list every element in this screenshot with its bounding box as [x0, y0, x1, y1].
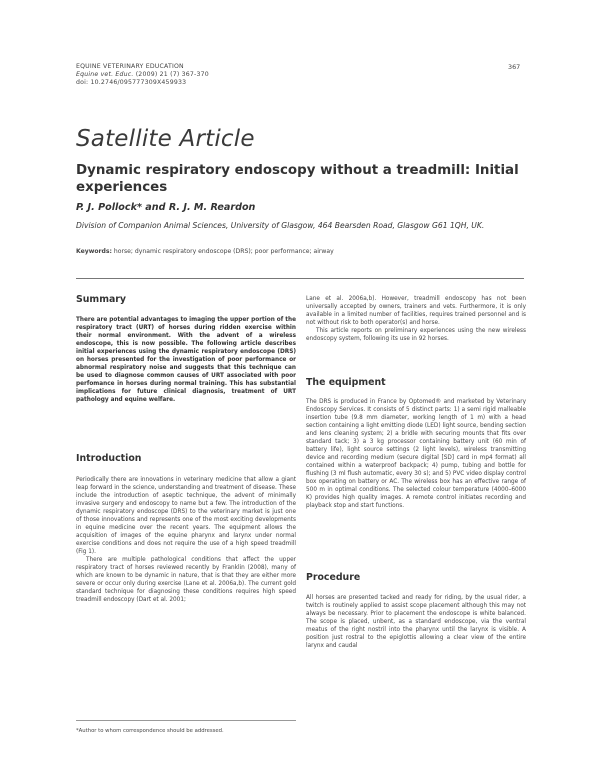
article-title: Dynamic respiratory endoscopy without a treadmill: Initial experiences: [76, 163, 519, 195]
summary-heading: Summary: [76, 294, 127, 305]
journal-abbrev: Equine vet. Educ.: [76, 71, 134, 78]
journal-citation: [76, 71, 209, 79]
footnote-divider: [76, 720, 296, 721]
introduction-paragraph-2: There are multiple pathological conditions that affect the upper respiratory tract of horses reviewed recently by Franklin (2008), many of which are known to be dynamic in nature, that is that they are either more severe or occur only during exercise (Lane et al. 2006a,b). The current gold standard technique for diagnosing these conditions requires high speed treadmill endoscopy (Dart et al. 2001;: [76, 557, 296, 603]
equipment-text: The DRS is produced in France by Optomed® and marketed by Veterinary Endoscopy Services. It consists of 5 distinct parts: 1) a semi rigid malleable insertion tube (9.8 mm diameter, working length of 1 m) with a head section containing a light emitting diode (LED) light source, bending section and lens cleaning system; 2) a bridle with securing mounts that fits over standard tack; 3) a 3 kg processor containing battery unit (60 min of battery life), light source settings (2 light levels), wireless transmitting device and recording medium (secure digital [SD] card in mp4 format) all contained within a waterproof backpack; 4) pump, tubing and bottle for flushing (3 ml flush automatic, every 30 s); and 5) PVC video display control box operating on battery or AC. The wireless box has an effective range of 500 m in optimal conditions. The selected colour temperature (4000–6000 K) provides high quality images. A remote control initiates recording and playback stop and start functions.: [306, 399, 526, 509]
journal-volume: (2009) 21 (7) 367-370: [133, 71, 209, 78]
procedure-body: [306, 594, 526, 650]
equipment-body: [306, 398, 526, 510]
footnote: *Author to whom correspondence should be addressed.: [76, 728, 224, 734]
procedure-text: All horses are presented tacked and ready for riding, by the usual rider, a twitch is routinely applied to assist scope placement although this may not always be necessary. Prior to placement the endoscope is white balanced. The scope is placed, unbent, as a standard endoscope, via the ventral meatus of the right nostril into the pharynx until the larynx is visible. A position just rostral to the epiglottis allowing a clear view of the entire larynx and caudal: [306, 595, 526, 649]
equipment-heading: The equipment: [306, 377, 386, 388]
keywords-text: horse; dynamic respiratory endoscope (DRS); poor performance; airway: [111, 248, 334, 255]
summary-body: [76, 316, 296, 404]
procedure-heading: Procedure: [306, 572, 361, 583]
keywords-label: Keywords:: [76, 248, 112, 255]
author-affiliation: Division of Companion Animal Sciences, University of Glasgow, 464 Bearsden Road, Glasgow G61 1QH, UK.: [76, 221, 485, 230]
section-label: Satellite Article: [76, 126, 255, 152]
header-divider: [76, 278, 524, 279]
right-paragraph-2: This article reports on preliminary experiences using the new wireless endoscopy system, following its use in 92 horses.: [306, 328, 526, 342]
summary-text: There are potential advantages to imaging the upper portion of the respiratory tract (URT) of horses during ridden exercise within their normal environment. With the advent of a wireless endoscope, this is now possible. The following article describes initial experiences using the dynamic respiratory endoscope (DRS) on horses presented for the investigation of poor performance or abnormal respiratory noise and suggests that this technique can be used to diagnose common causes of URT associated with poor perfomance in horses during normal training. This has substantial implications for future clinical diagnosis, treatment of URT pathology and equine welfare.: [76, 317, 296, 403]
introduction-heading: Introduction: [76, 453, 142, 464]
keywords-line: [76, 248, 536, 256]
journal-header: [76, 63, 209, 87]
journal-name: EQUINE VETERINARY EDUCATION: [76, 63, 184, 70]
right-column-intro: [306, 295, 526, 343]
introduction-body: [76, 476, 296, 604]
journal-doi: doi: 10.2746/095777309X459933: [76, 79, 187, 86]
article-authors: P. J. Pollock* and R. J. M. Reardon: [76, 202, 256, 213]
introduction-paragraph-1: Periodically there are innovations in veterinary medicine that allow a giant leap forward in the science, understanding and treatment of disease. These include the introduction of aseptic technique, the advent of minimally invasive surgery and endoscopy to name but a few. The introduction of the dynamic respiratory endoscope (DRS) to the veterinary market is just one of those innovations and represents one of the most exciting developments in equine medicine over the recent years. The equipment allows the acquisition of images of the equine pharynx and larynx under normal exercise conditions and does not require the use of a high speed treadmill (Fig 1).: [76, 477, 296, 555]
right-paragraph-1: Lane et al. 2006a,b). However, treadmill endoscopy has not been universally accepted by owners, trainers and vets. Furthermore, it is only available in a limited number of facilities, requires trained personnel and is not without risk to both operator(s) and horse.: [306, 296, 526, 326]
page-number: 367: [508, 63, 521, 71]
